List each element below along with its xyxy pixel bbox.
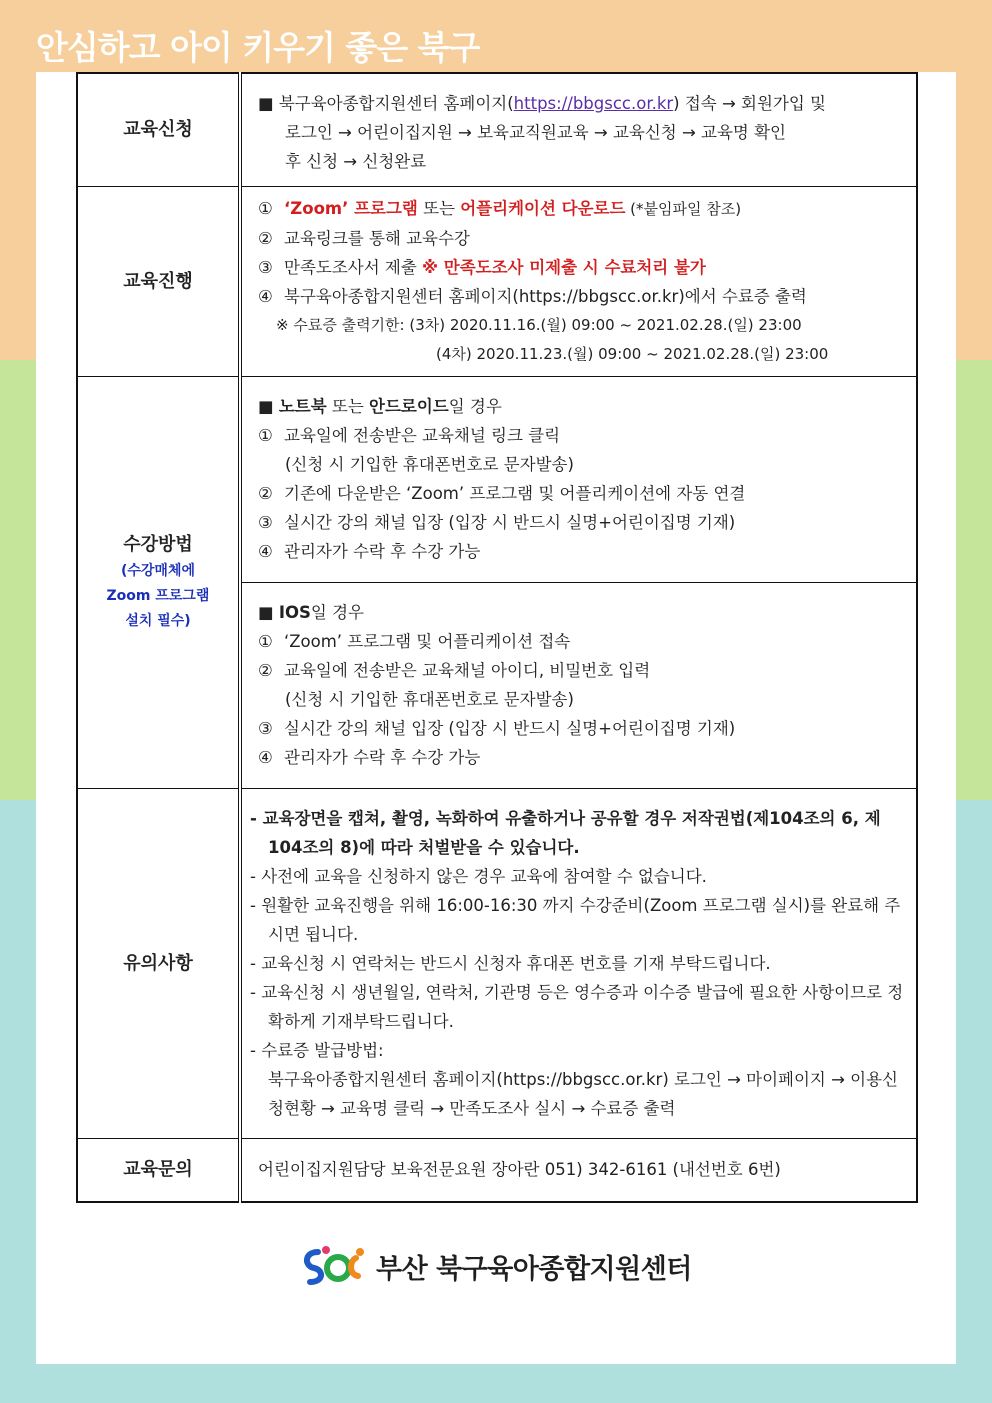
row-progress: [77, 186, 917, 376]
notice-receipt-info: - 교육신청 시 생년월일, 연락처, 기관명 등은 영수증과 이수증 발급에 필요한 사항이므로 정확하게 기재부탁드립니다.: [250, 982, 904, 1031]
android-step-2: ② 기존에 다운받은 ‘Zoom’ 프로그램 및 어플리케이션에 자동 연결: [258, 484, 746, 503]
method-sub-2: Zoom 프로그램: [106, 588, 210, 604]
row-notice: [77, 788, 917, 1138]
document-sheet: [36, 72, 956, 1364]
ios-step-1: ① ‘Zoom’ 프로그램 및 어플리케이션 접속: [258, 632, 571, 651]
ios-step-3: ③ 실시간 강의 채널 입장 (입장 시 반드시 실명+어린이집명 기재): [258, 719, 736, 738]
apply-line-3: 후 신청 → 신청완료: [285, 152, 427, 172]
progress-step-4: ④ 북구육아종합지원센터 홈페이지(https://bbgscc.or.kr)에서 수료증 출력: [258, 286, 807, 306]
ios-heading: ■ IOS일 경우: [258, 603, 364, 622]
certificate-deadline-1: ※ 수료증 출력기한: (3차) 2020.11.16.(월) 09:00 ~ 2021.02.28.(일) 23:00: [276, 315, 802, 334]
android-step-4: ④ 관리자가 수락 후 수강 가능: [258, 542, 481, 561]
apply-line-1: ■ 북구육아종합지원센터 홈페이지(https://bbgscc.or.kr) 접속 → 회원가입 및: [258, 94, 826, 114]
progress-step-1: ① ‘Zoom’ 프로그램 또는 어플리케이션 다운로드 (*붙임파일 참조): [258, 198, 742, 218]
bullet-icon: ■: [258, 603, 274, 622]
center-logo-icon: [298, 1244, 370, 1288]
row-contact: [77, 1138, 917, 1202]
center-logo: [298, 1244, 692, 1288]
notice-preparation: - 원활한 교육진행을 위해 16:00-16:30 까지 수강준비(Zoom 프로그램 실시)를 완료해 주시면 됩니다.: [250, 895, 901, 944]
banner-title: 안심하고 아이 키우기 좋은 북구: [36, 28, 480, 67]
method-label-cell: [77, 376, 240, 788]
progress-step-2: ② 교육링크를 통해 교육수강: [258, 228, 470, 248]
ios-step-2-note: (신청 시 기입한 휴대폰번호로 문자발송): [285, 690, 574, 709]
row-label: 교육신청: [77, 73, 240, 186]
ios-step-2: ② 교육일에 전송받은 교육채널 아이디, 비밀번호 입력: [258, 661, 651, 680]
notice-preregistration: - 사전에 교육을 신청하지 않은 경우 교육에 참여할 수 없습니다.: [250, 866, 707, 886]
method-sub-1: (수강매체에: [120, 563, 196, 579]
bullet-icon: ■: [258, 397, 274, 416]
homepage-link[interactable]: https://bbgscc.or.kr: [513, 94, 674, 114]
android-heading: ■ 노트북 또는 안드로이드일 경우: [258, 397, 502, 416]
android-step-1: ① 교육일에 전송받은 교육채널 링크 클릭: [258, 426, 561, 445]
row-label: 수강방법: [123, 534, 193, 555]
row-label: 교육문의: [77, 1138, 240, 1202]
notice-contact-number: - 교육신청 시 연락처는 반드시 신청자 휴대폰 번호를 기재 부탁드립니다.: [250, 953, 771, 973]
row-apply: [77, 73, 917, 186]
row-label: 교육진행: [77, 186, 240, 376]
certificate-deadline-2: (4차) 2020.11.23.(월) 09:00 ~ 2021.02.28.(일) 23:00: [436, 344, 829, 363]
bullet-icon: ■: [258, 94, 274, 114]
android-step-1-note: (신청 시 기입한 휴대폰번호로 문자발송): [285, 455, 574, 474]
row-label: 유의사항: [77, 788, 240, 1138]
progress-step-3: ③ 만족도조사서 제출 ※ 만족도조사 미제출 시 수료처리 불가: [258, 257, 706, 277]
notice-copyright: - 교육장면을 캡쳐, 촬영, 녹화하여 유출하거나 공유할 경우 저작권법(제104조의 6, 제104조의 8)에 따라 처벌받을 수 있습니다.: [250, 808, 881, 857]
apply-content: [240, 73, 917, 186]
android-content: [240, 376, 917, 582]
notice-certificate-method: - 수료증 발급방법:: [250, 1040, 384, 1060]
ios-content: [240, 582, 917, 788]
row-method-android: [77, 376, 917, 582]
ios-step-4: ④ 관리자가 수락 후 수강 가능: [258, 748, 481, 767]
contact-text: 어린이집지원담당 보육전문요원 장아란 051) 342-6161 (내선번호 6번): [240, 1138, 917, 1202]
progress-content: [240, 186, 917, 376]
notice-certificate-steps: 북구육아종합지원센터 홈페이지(https://bbgscc.or.kr) 로그인 → 마이페이지 → 이용신청현황 → 교육명 클릭 → 만족도조사 실시 → 수료증 출력: [268, 1069, 898, 1118]
notice-content: [240, 788, 917, 1138]
apply-line-2: 로그인 → 어린이집지원 → 보육교직원교육 → 교육신청 → 교육명 확인: [285, 123, 786, 143]
method-sub-3: 설치 필수): [125, 613, 191, 629]
center-logo-text: 부산 북구육아종합지원센터: [376, 1253, 692, 1285]
android-step-3: ③ 실시간 강의 채널 입장 (입장 시 반드시 실명+어린이집명 기재): [258, 513, 736, 532]
info-table: [76, 72, 918, 1203]
